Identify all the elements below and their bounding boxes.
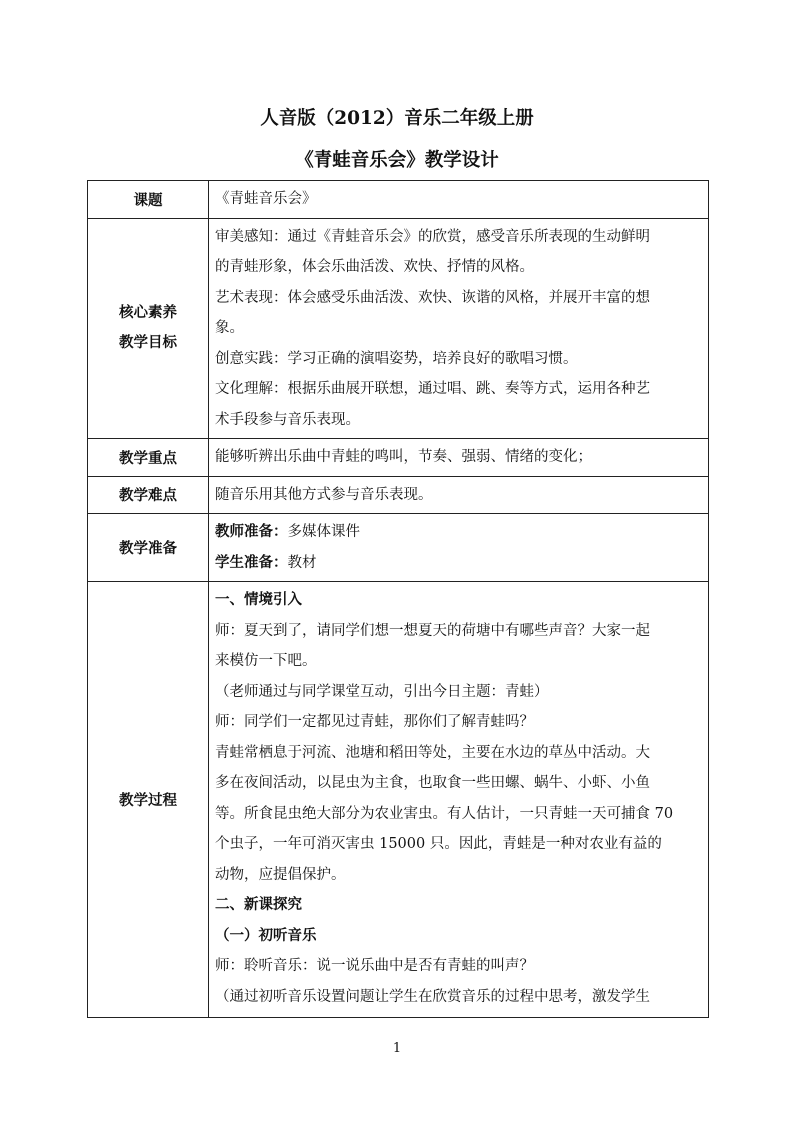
prep-value (209, 514, 709, 582)
table-row-key (88, 439, 709, 477)
process-line: （通过初听音乐设置问题让学生在欣赏音乐的过程中思考，激发学生 (215, 988, 650, 1005)
table-row-prep (88, 514, 709, 582)
page-number: 1 (392, 1041, 402, 1056)
prep-teacher-value: 多媒体课件 (287, 524, 360, 540)
goals-label-line-1: 核心素养 (119, 303, 177, 321)
key-label: 教学重点 (88, 439, 209, 477)
process-line: 动物，应提倡保护。 (215, 866, 346, 883)
process-line: 等。所食昆虫绝大部分为农业害虫。有人估计，一只青蛙一天可捕食 70 (215, 805, 674, 822)
key-value (209, 439, 709, 477)
table-row-difficulty (88, 476, 709, 514)
process-line: （老师通过与同学课堂互动，引出今日主题：青蛙） (215, 683, 549, 700)
process-line: 师：同学们一定都见过青蛙，那你们了解青蛙吗？ (215, 714, 534, 730)
document-title: 人音版（2012）音乐二年级上册 (260, 108, 534, 129)
process-line: 多在夜间活动，以昆虫为主食，也取食一些田螺、蜗牛、小虾、小鱼 (215, 775, 650, 791)
topic-value (209, 181, 709, 219)
process-line: 师：聆听音乐：说一说乐曲中是否有青蛙的叫声？ (215, 958, 534, 974)
difficulty-label: 教学难点 (88, 476, 209, 514)
process-heading: 二、新课探究 (215, 896, 302, 913)
difficulty-text: 随音乐用其他方式参与音乐表现。 (215, 486, 433, 503)
prep-label: 教学准备 (88, 514, 209, 582)
lesson-plan-table (87, 180, 709, 1018)
goals-label (88, 218, 209, 439)
goals-line: 创意实践：学习正确的演唱姿势，培养良好的歌唱习惯。 (215, 350, 578, 367)
process-label: 教学过程 (88, 582, 209, 1018)
key-text: 能够听辨出乐曲中青蛙的鸣叫，节奏、强弱、情绪的变化； (215, 449, 592, 465)
prep-teacher-label: 教师准备： (215, 523, 288, 540)
goals-line: 文化理解：根据乐曲展开联想，通过唱、跳、奏等方式，运用各种艺 (215, 381, 650, 397)
process-content (209, 582, 709, 1018)
goals-line: 审美感知：通过《青蛙音乐会》的欣赏，感受音乐所表现的生动鲜明 (215, 228, 650, 245)
process-line: 来模仿一下吧。 (215, 653, 317, 669)
table-row-goals (88, 218, 709, 439)
process-heading: （一）初听音乐 (215, 926, 317, 944)
goals-line: 的青蛙形象，体会乐曲活泼、欢快、抒情的风格。 (215, 259, 534, 275)
prep-student-value: 教材 (287, 554, 317, 571)
table-row-process (88, 582, 709, 1018)
topic-label: 课题 (88, 181, 209, 219)
table-row-topic (88, 181, 709, 219)
process-line: 青蛙常栖息于河流、池塘和稻田等处，主要在水边的草丛中活动。大 (215, 744, 650, 761)
goals-line: 艺术表现：体会感受乐曲活泼、欢快、诙谐的风格，并展开丰富的想 (215, 289, 650, 306)
goals-line: 象。 (215, 320, 244, 336)
process-line: 师：夏天到了，请同学们想一想夏天的荷塘中有哪些声音？大家一起 (215, 622, 650, 639)
prep-student-label: 学生准备： (215, 553, 288, 571)
prep-student (215, 548, 702, 579)
document-subtitle: 《青蛙音乐会》教学设计 (295, 150, 499, 171)
difficulty-value (209, 476, 709, 514)
topic-text: 《青蛙音乐会》 (215, 191, 317, 207)
goals-content (209, 218, 709, 439)
goals-line: 术手段参与音乐表现。 (215, 411, 360, 428)
prep-teacher (215, 517, 702, 548)
goals-label-line-2: 教学目标 (119, 334, 177, 352)
process-line: 个虫子，一年可消灭害虫 15000 只。因此，青蛙是一种对农业有益的 (215, 836, 662, 852)
process-heading: 一、情境引入 (215, 591, 302, 608)
